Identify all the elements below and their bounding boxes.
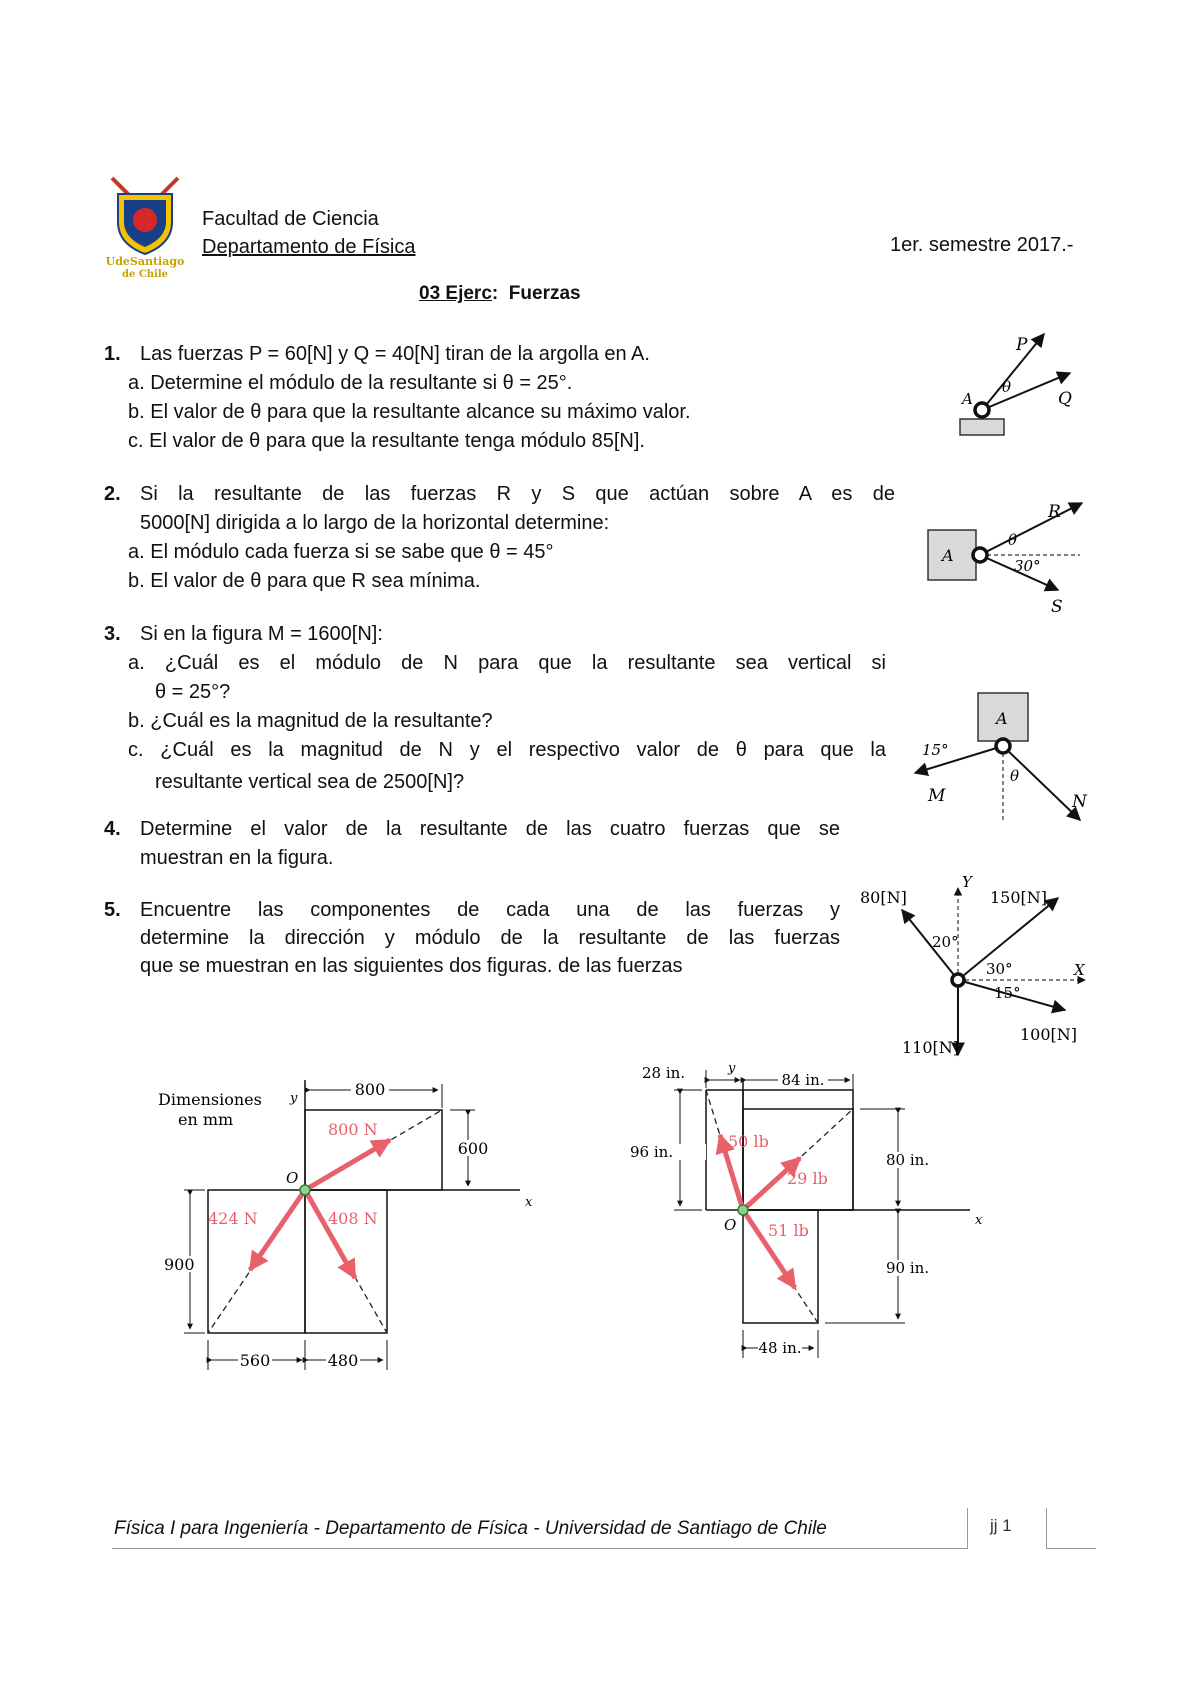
dim-480-label: 480: [327, 1351, 359, 1370]
problem-line: a. El módulo cada fuerza si se sabe que θ = 45°: [128, 541, 554, 563]
dim-80-label: 80 in.: [886, 1151, 930, 1169]
label-o: O: [286, 1169, 299, 1187]
label-angle: 30°: [1014, 557, 1041, 575]
dim-28-label: 28 in.: [642, 1064, 686, 1082]
problem-line: Encuentre las componentes de cada una de las fuerzas y: [140, 899, 840, 921]
dim-48-label: 48 in.: [758, 1339, 802, 1357]
label-100: 100[N]: [1020, 1025, 1078, 1044]
problem-line: c. ¿Cuál es la magnitud de N y el respectivo valor de θ para que la: [128, 739, 886, 761]
label-408n: 408 N: [328, 1209, 378, 1228]
problem-line: c. El valor de θ para que la resultante tenga módulo 85[N].: [128, 430, 645, 452]
faculty-label: Facultad de Ciencia: [202, 208, 379, 230]
problem-line: Si en la figura M = 1600[N]:: [140, 623, 383, 645]
footer-divider-vertical: [967, 1508, 968, 1548]
figure-5-metric-forces: [150, 1080, 570, 1500]
problem-line: Si la resultante de las fuerzas R y S que actúan sobre A es de: [140, 483, 895, 505]
figure-2-block-forces: [920, 500, 1100, 650]
figure-6-imperial-forces: [630, 1061, 1060, 1500]
dim-84-label: 84 in.: [781, 1071, 825, 1089]
problem-line: 5000[N] dirigida a lo largo de la horizontal determine:: [140, 512, 610, 534]
label-150: 150[N]: [990, 888, 1048, 907]
problem-line: Determine el valor de la resultante de las cuatro fuerzas que se: [140, 818, 840, 840]
dim-900-label: 900: [164, 1255, 195, 1274]
label-x: x: [525, 1195, 533, 1210]
force-800n-arrow: [305, 1140, 390, 1190]
label-m: M: [928, 786, 946, 806]
ring: [973, 548, 987, 562]
support-block: [960, 419, 1004, 435]
label-x: X: [1074, 961, 1085, 979]
label-a: A: [996, 709, 1008, 728]
label-29lb: 29 lb: [787, 1169, 828, 1188]
problem-number: 2.: [104, 483, 121, 505]
logo-text-1: UdeSantiago: [105, 255, 185, 268]
label-a: A: [942, 546, 954, 565]
force-p-arrow: [982, 334, 1044, 410]
university-logo: [100, 170, 190, 280]
problem-line: Las fuerzas P = 60[N] y Q = 40[N] tiran de la argolla en A.: [140, 343, 650, 365]
ring: [975, 403, 989, 417]
dim-600-label: 600: [457, 1139, 489, 1158]
dim-800-label: 800: [354, 1080, 386, 1099]
label-80: 80[N]: [860, 888, 907, 907]
label-r: R: [1048, 502, 1061, 522]
problem-number: 1.: [104, 343, 121, 365]
label-s: S: [1051, 597, 1063, 617]
problem-line: que se muestran en las siguientes dos figuras. de las fuerzas: [140, 955, 683, 977]
force-424n-arrow: [250, 1190, 305, 1270]
problem-line: muestran en la figura.: [140, 847, 334, 869]
department-label: Departamento de Física: [202, 236, 416, 258]
problem-line: determine la dirección y módulo de la resultante de las fuerzas: [140, 927, 840, 949]
problem-line: a. ¿Cuál es el módulo de N para que la resultante sea vertical si: [128, 652, 886, 674]
label-angle: 15°: [922, 741, 949, 759]
problem-line: b. ¿Cuál es la magnitud de la resultante?: [128, 710, 493, 732]
label-15: 15°: [994, 984, 1021, 1002]
label-theta: θ: [1010, 767, 1020, 785]
label-n: N: [1072, 792, 1087, 812]
label-51lb: 51 lb: [768, 1221, 809, 1240]
title-number: 03 Ejerc: [419, 283, 492, 304]
origin-point: [300, 1185, 310, 1195]
force-r-arrow: [980, 503, 1082, 555]
label-y: y: [290, 1091, 298, 1106]
problem-line: resultante vertical sea de 2500[N]?: [155, 771, 465, 793]
footer-divider-vertical: [1046, 1508, 1047, 1548]
origin-point: [738, 1205, 748, 1215]
title-topic: Fuerzas: [508, 283, 581, 304]
semester-label: 1er. semestre 2017.-: [890, 234, 1074, 256]
label-theta: θ: [1002, 378, 1012, 396]
label-o: O: [724, 1216, 737, 1234]
problem-number: 4.: [104, 818, 121, 840]
label-y: y: [728, 1061, 736, 1076]
dims-label-1: Dimensiones: [158, 1090, 262, 1109]
label-x: x: [975, 1213, 983, 1228]
logo-text-2: de Chile: [121, 269, 169, 280]
label-20: 20°: [932, 933, 959, 951]
page-number: jj 1: [990, 1516, 1012, 1535]
label-50lb: 50 lb: [728, 1132, 769, 1151]
label-a: A: [962, 390, 973, 408]
problem-number: 3.: [104, 623, 121, 645]
problem-line: θ = 25°?: [155, 681, 231, 703]
force-408n-arrow: [305, 1190, 355, 1278]
title-colon: :: [491, 283, 499, 304]
footer-divider: [112, 1548, 968, 1549]
figure-4-four-forces: [850, 870, 1100, 1060]
dims-label-2: en mm: [178, 1110, 234, 1129]
problem-number: 5.: [104, 899, 121, 921]
dim-90-label: 90 in.: [886, 1259, 930, 1277]
ring: [952, 974, 964, 986]
label-110: 110[N]: [902, 1038, 960, 1057]
footer-text: Física I para Ingeniería - Departamento de Física - Universidad de Santiago de Chile: [114, 1518, 827, 1539]
footer-divider: [1046, 1548, 1096, 1549]
label-800n: 800 N: [328, 1120, 378, 1139]
label-p: P: [1016, 335, 1028, 355]
dim-560-label: 560: [239, 1351, 271, 1370]
label-theta: θ: [1008, 531, 1018, 549]
logo-crest-icon: [112, 178, 178, 254]
label-q: Q: [1058, 389, 1072, 409]
figure-3-hanging-forces: [900, 690, 1100, 840]
page-title: [419, 283, 581, 305]
ring: [996, 739, 1010, 753]
problem-line: a. Determine el módulo de la resultante si θ = 25°.: [128, 372, 573, 394]
problem-line: b. El valor de θ para que R sea mínima.: [128, 570, 481, 592]
label-y: Y: [962, 873, 972, 891]
label-424n: 424 N: [208, 1209, 258, 1228]
problem-line: b. El valor de θ para que la resultante alcance su máximo valor.: [128, 401, 691, 423]
force-q-arrow: [982, 373, 1070, 410]
label-30: 30°: [986, 960, 1013, 978]
figure-1-ring-forces: [940, 330, 1080, 480]
dim-96-label: 96 in.: [630, 1143, 674, 1161]
